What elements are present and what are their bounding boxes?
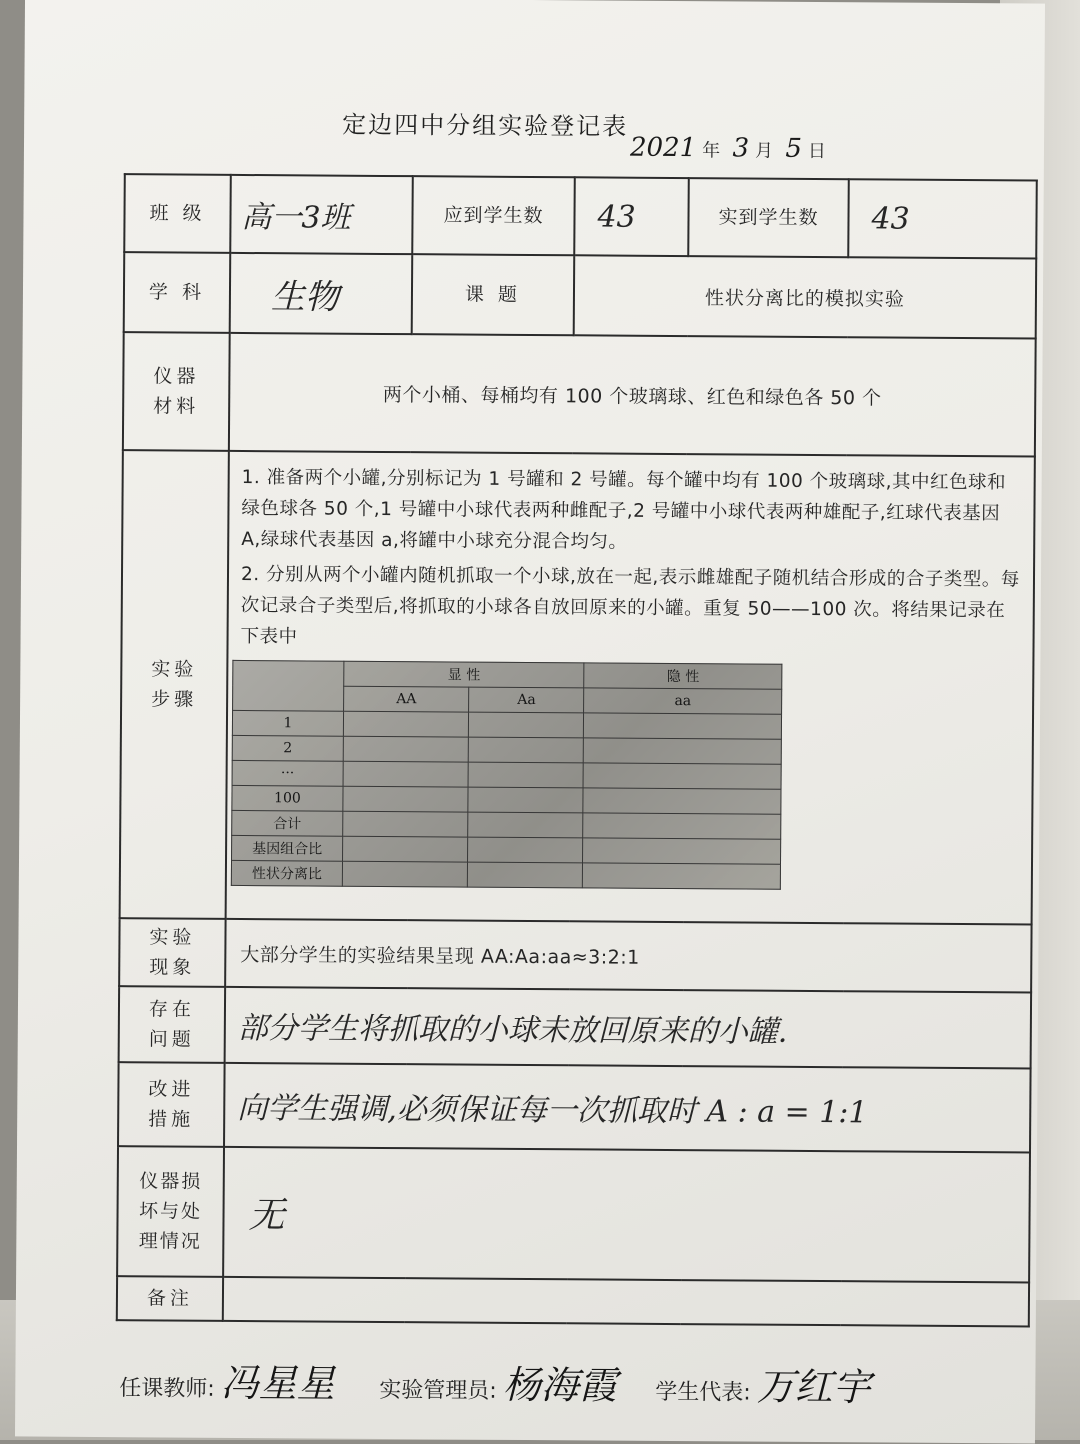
results-table	[231, 660, 783, 890]
results-row-label: ···	[232, 760, 343, 786]
date-year: 2021	[629, 132, 697, 164]
teacher-name: 冯星星	[220, 1360, 335, 1406]
results-table-photo	[227, 652, 1033, 902]
teacher-label: 任课教师:	[119, 1376, 215, 1402]
improvement-label-line1: 改进	[148, 1078, 195, 1101]
results-row	[232, 710, 781, 739]
row-problems	[119, 986, 1032, 1068]
admin-name: 杨海霞	[502, 1362, 617, 1408]
teacher-signature	[119, 1351, 335, 1408]
recessive-header: 隐 性	[584, 663, 782, 689]
steps-label-line1: 实验	[151, 658, 198, 681]
results-row-label: 性状分离比	[231, 860, 342, 886]
date-year-label: 年	[702, 140, 721, 162]
improvement-value: 向学生强调,必须保证每一次抓取时 A : a = 1:1	[224, 1063, 1031, 1153]
results-row-label: 合计	[232, 810, 343, 836]
genotype-aa-hetero: Aa	[469, 687, 584, 713]
steps-content	[226, 451, 1035, 925]
phenomenon-label	[119, 918, 225, 987]
results-row	[232, 835, 781, 864]
equipment-label	[123, 332, 230, 451]
registration-form-paper	[15, 0, 1045, 1444]
improvement-label	[118, 1062, 225, 1147]
results-row-label: 100	[232, 785, 343, 811]
row-steps	[120, 450, 1035, 924]
damage-value: 无	[223, 1147, 1030, 1283]
topic-value: 性状分离比的模拟实验	[574, 255, 1037, 338]
damage-label-line2: 坏与处	[138, 1200, 203, 1223]
damage-label-line1: 仪器损	[139, 1170, 203, 1193]
improvement-label-line2: 措施	[148, 1108, 195, 1131]
student-name: 万红宇	[756, 1364, 871, 1410]
expected-students-value: 43	[574, 177, 689, 256]
dominant-header: 显 性	[344, 661, 585, 688]
row-subject	[124, 252, 1037, 338]
phenomenon-value: 大部分学生的实验结果呈现 AA:Aa:aa≈3:2:1	[225, 919, 1031, 993]
row-class	[124, 174, 1037, 258]
remarks-label: 备注	[117, 1276, 223, 1321]
problems-label-line2: 问题	[148, 1028, 195, 1051]
admin-label: 实验管理员:	[379, 1377, 497, 1404]
genotype-aa-recessive: aa	[584, 688, 782, 714]
problems-label-line1: 存在	[148, 998, 196, 1021]
date-day-label: 日	[807, 140, 827, 163]
equipment-value: 两个小桶、每桶均有 100 个玻璃球、红色和绿色各 50 个	[229, 333, 1036, 457]
row-phenomenon	[119, 918, 1031, 992]
results-row	[232, 785, 781, 814]
form-date	[624, 133, 826, 164]
problems-label	[119, 986, 226, 1063]
results-row	[232, 810, 781, 839]
subject-value: 生物	[230, 253, 413, 334]
damage-label-line3: 理情况	[138, 1230, 202, 1253]
class-value: 高一3班	[230, 175, 413, 254]
expected-students-label: 应到学生数	[412, 176, 575, 255]
problems-value: 部分学生将抓取的小球未放回原来的小罐.	[225, 987, 1032, 1069]
registration-table	[116, 173, 1038, 1327]
student-label: 学生代表:	[655, 1379, 751, 1406]
genotype-aa-dominant: AA	[344, 686, 470, 712]
row-damage	[117, 1146, 1030, 1282]
results-row-label: 1	[232, 710, 343, 736]
actual-students-value: 43	[848, 179, 1037, 258]
date-day: 5	[785, 133, 803, 164]
class-label: 班 级	[124, 174, 231, 253]
subject-label: 学 科	[124, 252, 231, 333]
results-row	[231, 860, 780, 889]
student-signature	[655, 1355, 871, 1412]
equipment-label-line2: 材料	[153, 395, 200, 418]
phenomenon-label-line2: 现象	[149, 956, 196, 979]
results-row-label: 基因组合比	[232, 835, 343, 861]
date-month-label: 月	[754, 140, 774, 162]
steps-label-line2: 步骤	[151, 688, 198, 711]
row-equipment	[123, 332, 1036, 456]
phenomenon-label-line1: 实验	[149, 926, 196, 949]
results-row	[232, 735, 781, 764]
results-corner-cell	[233, 660, 344, 711]
date-month: 3	[732, 133, 750, 164]
steps-label	[120, 450, 229, 919]
results-header-row	[233, 660, 782, 689]
steps-text-2: 2. 分别从两个小罐内随机抓取一个小球,放在一起,表示雌雄配子随机结合形成的合子类型。每次记录合子类型后,将抓取的小球各自放回原来的小罐。重复 50——100 次。将结果记录在下表中	[240, 563, 1020, 648]
remarks-value	[223, 1277, 1029, 1327]
topic-label: 课 题	[412, 254, 575, 335]
form-title: 定边四中分组实验登记表	[342, 110, 629, 141]
damage-label	[117, 1146, 224, 1277]
admin-signature	[379, 1353, 617, 1410]
equipment-label-line1: 仪器	[153, 365, 200, 388]
actual-students-label: 实到学生数	[688, 178, 849, 257]
results-row	[232, 760, 781, 789]
steps-text-1: 1. 准备两个小罐,分别标记为 1 号罐和 2 号罐。每个罐中均有 100 个玻璃球,其中红色球和绿色球各 50 个,1 号罐中小球代表两种雌配子,2 号罐中小球代表两种雄配子,红球代表基因 A,绿球代表基因 a,将罐中小球充分混合均匀。	[241, 466, 1007, 553]
row-improvement	[118, 1062, 1031, 1152]
results-row-label: 2	[232, 735, 343, 761]
row-remarks	[117, 1276, 1029, 1326]
